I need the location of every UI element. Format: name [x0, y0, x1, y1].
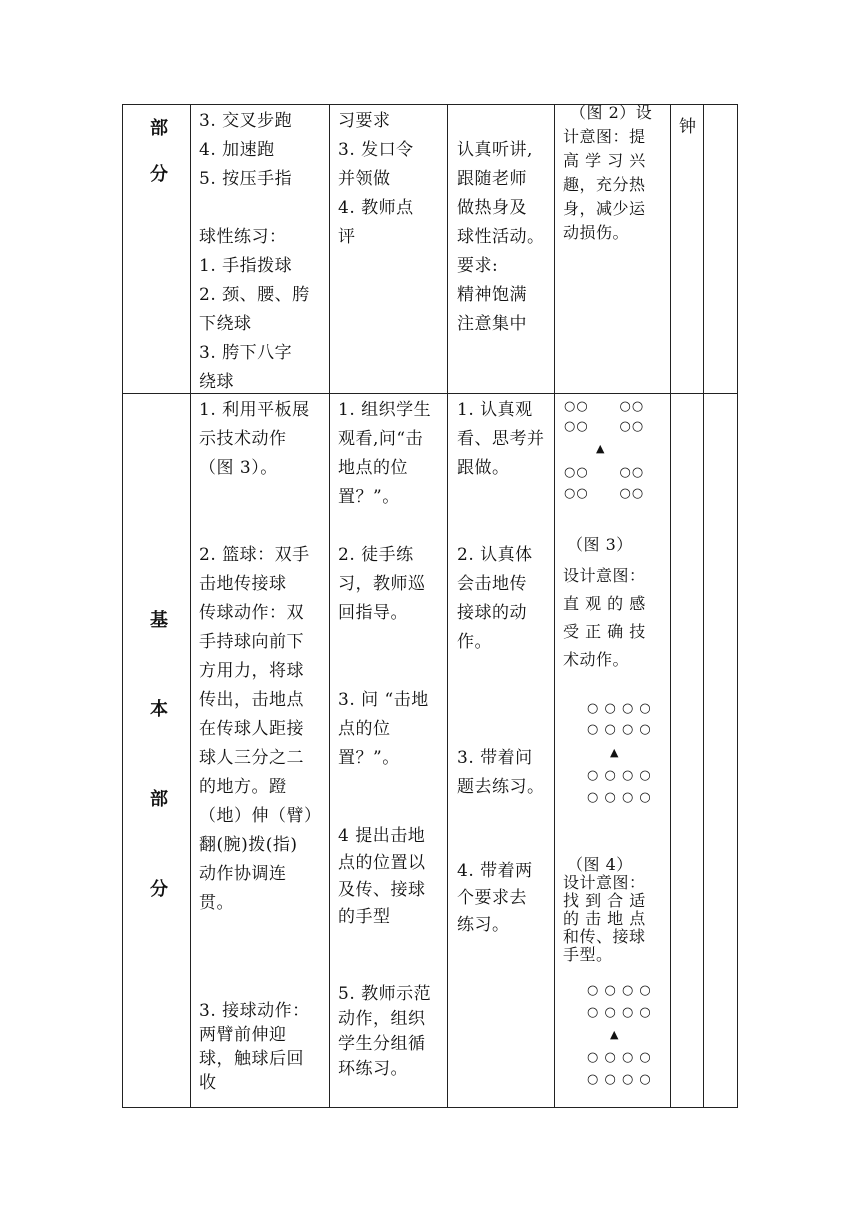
content-line: 的地方。蹬 [199, 777, 287, 797]
formation-row: ○ ○ ○ ○ [587, 722, 652, 737]
student-line: 跟随老师 [457, 169, 527, 189]
section-label-char: 本 [150, 699, 168, 720]
student-line: 球性活动。 [457, 227, 545, 247]
content-line: 3. 交叉步跑 [199, 111, 293, 131]
teacher-line: 4. 教师点 [338, 198, 414, 218]
teacher-line: 习要求 [338, 111, 391, 131]
student-line: 练习。 [457, 915, 510, 935]
student-line: 做热身及 [457, 198, 527, 218]
teacher-line: 2. 徒手练 [338, 545, 414, 565]
design-line: 找 到 合 适 [563, 891, 646, 910]
student-line: 跟做。 [457, 458, 510, 478]
content-line: （图 3）。 [199, 458, 278, 478]
formation-row: ○ ○ ○ ○ [587, 701, 652, 716]
content-line: 传出，击地点 [199, 690, 304, 710]
design-line: 设计意图： [563, 566, 646, 585]
formation-row: ○○ ○○ [564, 399, 645, 414]
student-line: 会击地传 [457, 574, 527, 594]
teacher-position-marker: ▲ [610, 746, 619, 759]
content-line: 1. 利用平板展 [199, 400, 310, 420]
column-divider [737, 104, 738, 1108]
teacher-line: 点的位 [338, 719, 391, 739]
content-line: 3. 胯下八字 [199, 343, 293, 363]
section-label-char: 部 [150, 118, 168, 139]
teacher-line: 观看,问“击 [338, 429, 424, 449]
design-line: 受 正 确 技 [563, 622, 646, 641]
teacher-line: 评 [338, 227, 356, 247]
column-divider [190, 104, 191, 1108]
student-line: 认真听讲, [457, 140, 533, 160]
design-line: 术动作。 [563, 650, 630, 669]
student-line: 作。 [457, 632, 492, 652]
content-line: 翻(腕)拨(指) [199, 835, 298, 855]
content-line: 传球动作：双 [199, 603, 304, 623]
section-label-char: 分 [150, 879, 168, 900]
design-line: （图 2）设 [570, 103, 653, 122]
content-line: 在传球人距接 [199, 719, 304, 739]
column-divider [554, 104, 555, 1108]
student-line: 要求: [457, 256, 499, 276]
content-line: 5. 按压手指 [199, 169, 293, 189]
formation-row: ○ ○ ○ ○ [587, 983, 652, 998]
formation-row: ○○ ○○ [564, 419, 645, 434]
teacher-line: 1. 组织学生 [338, 400, 432, 420]
design-line: 动损伤。 [563, 223, 630, 242]
formation-row: ○○ ○○ [564, 486, 645, 501]
student-line: 看、思考并 [457, 429, 545, 449]
teacher-line: 习，教师巡 [338, 574, 426, 594]
content-line: 动作协调连 [199, 864, 287, 884]
column-divider [329, 104, 330, 1108]
teacher-line: 点的位置以 [338, 853, 426, 873]
design-line: 身，减少运 [563, 199, 646, 218]
content-line: 球性练习： [199, 227, 287, 247]
table-bottom-border [122, 1107, 738, 1108]
student-line: 接球的动 [457, 603, 527, 623]
teacher-line: 动作，组织 [338, 1009, 426, 1029]
content-line: 击地传接球 [199, 574, 287, 594]
student-line: 3. 带着问 [457, 748, 533, 768]
teacher-line: 地点的位 [338, 458, 408, 478]
student-line: 1. 认真观 [457, 400, 533, 420]
design-line: 设计意图： [563, 873, 646, 892]
student-line: 题去练习。 [457, 777, 545, 797]
student-line: 个要求去 [457, 888, 527, 908]
time-cell: 钟 [679, 117, 697, 137]
content-line: 1. 手指拨球 [199, 256, 293, 276]
design-line: 和传、接球 [563, 927, 646, 946]
design-line: （图 3） [567, 535, 633, 554]
content-line: 两臂前伸迎 [199, 1025, 287, 1045]
teacher-line: 及传、接球 [338, 880, 426, 900]
content-line: 手持球向前下 [199, 632, 304, 652]
teacher-line: 4 提出击地 [338, 826, 426, 846]
formation-row: ○ ○ ○ ○ [587, 1050, 652, 1065]
design-line: （图 4） [567, 855, 633, 874]
column-divider [447, 104, 448, 1108]
section-label-char: 部 [150, 789, 168, 810]
formation-row: ○○ ○○ [564, 465, 645, 480]
teacher-position-marker: ▲ [610, 1028, 619, 1041]
content-line: 贯。 [199, 893, 234, 913]
section-label-char: 基 [150, 610, 168, 631]
student-line: 注意集中 [457, 314, 527, 334]
content-line: 2. 颈、腰、胯 [199, 285, 310, 305]
teacher-line: 学生分组循 [338, 1034, 426, 1054]
section-label-char: 分 [150, 164, 168, 185]
teacher-line: 5. 教师示范 [338, 984, 432, 1004]
teacher-line: 3. 问 “击地 [338, 690, 429, 710]
student-line: 2. 认真体 [457, 545, 533, 565]
formation-row: ○ ○ ○ ○ [587, 790, 652, 805]
formation-row: ○ ○ ○ ○ [587, 768, 652, 783]
design-line: 直 观 的 感 [563, 594, 646, 613]
teacher-line: 的手型 [338, 907, 391, 927]
content-line: 绕球 [199, 372, 234, 392]
teacher-line: 回指导。 [338, 603, 408, 623]
content-line: 示技术动作 [199, 429, 287, 449]
design-line: 手型。 [563, 945, 613, 964]
content-line: 3. 接球动作： [199, 1001, 310, 1021]
content-line: 方用力，将球 [199, 661, 304, 681]
content-line: 球，触球后回 [199, 1049, 304, 1069]
content-line: 收 [199, 1073, 217, 1093]
formation-row: ○ ○ ○ ○ [587, 1072, 652, 1087]
teacher-line: 置？”。 [338, 748, 400, 768]
teacher-line: 环练习。 [338, 1059, 408, 1079]
teacher-position-marker: ▲ [596, 442, 605, 455]
design-line: 的 击 地 点 [563, 909, 646, 928]
student-line: 精神饱满 [457, 285, 527, 305]
formation-row: ○ ○ ○ ○ [587, 1005, 652, 1020]
content-line: 球人三分之二 [199, 748, 304, 768]
content-line: （地）伸（臂） [199, 806, 322, 826]
design-line: 趣，充分热 [563, 175, 646, 194]
column-divider [670, 104, 671, 1108]
teacher-line: 并领做 [338, 169, 391, 189]
column-divider [703, 104, 704, 1108]
content-line: 2. 篮球：双手 [199, 545, 310, 565]
design-line: 高 学 习 兴 [563, 151, 646, 170]
student-line: 4. 带着两 [457, 861, 533, 881]
teacher-line: 3. 发口令 [338, 140, 414, 160]
teacher-line: 置？”。 [338, 487, 400, 507]
content-line: 下绕球 [199, 314, 252, 334]
column-divider [122, 104, 123, 1108]
design-line: 计意图：提 [563, 127, 646, 146]
content-line: 4. 加速跑 [199, 140, 275, 160]
